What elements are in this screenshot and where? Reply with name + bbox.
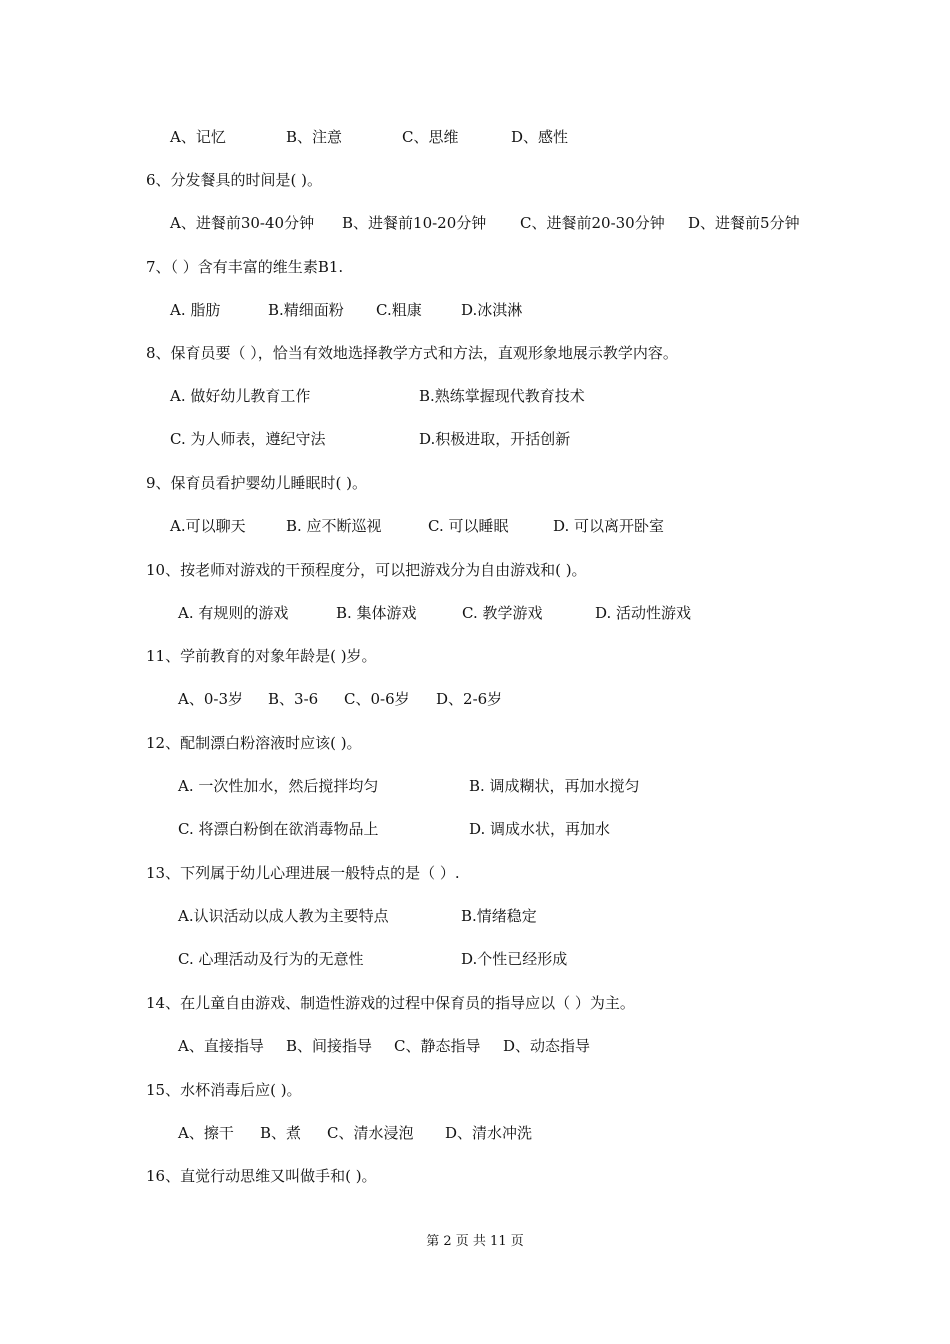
option-c: C、进餐前20-30分钟 xyxy=(520,214,665,232)
option-b: B、进餐前10-20分钟 xyxy=(342,214,487,232)
question-14: 14、在儿童自由游戏、制造性游戏的过程中保育员的指导应以（ ）为主。 xyxy=(146,994,635,1012)
option-a: A. 有规则的游戏 xyxy=(178,604,289,622)
page-footer: 第 2 页 共 11 页 xyxy=(426,1234,524,1249)
question-9: 9、保育员看护婴幼儿睡眠时( )。 xyxy=(146,474,368,492)
question-15: 15、水杯消毒后应( )。 xyxy=(146,1081,302,1099)
option-c: C.粗康 xyxy=(376,301,422,319)
option-c: C. 心理活动及行为的无意性 xyxy=(178,950,364,968)
question-6: 6、分发餐具的时间是( )。 xyxy=(146,171,323,189)
option-b: B、间接指导 xyxy=(286,1037,373,1055)
option-c: C、静态指导 xyxy=(394,1037,481,1055)
option-b: B.情绪稳定 xyxy=(461,907,537,925)
option-d: D.积极进取，开括创新 xyxy=(419,430,571,448)
option-a: A、记忆 xyxy=(170,128,226,146)
option-d: D.个性已经形成 xyxy=(461,950,568,968)
question-16: 16、直觉行动思维又叫做手和( )。 xyxy=(146,1167,377,1185)
option-a: A、擦干 xyxy=(178,1124,234,1142)
option-a: A. 做好幼儿教育工作 xyxy=(170,387,311,405)
option-a: A、直接指导 xyxy=(178,1037,264,1055)
question-7: 7、（ ）含有丰富的维生素B1. xyxy=(146,258,344,276)
option-d: D. 可以离开卧室 xyxy=(553,517,665,535)
option-b: B. 调成糊状，再加水搅匀 xyxy=(469,777,640,795)
option-d: D、感性 xyxy=(511,128,569,146)
question-12: 12、配制漂白粉溶液时应该( )。 xyxy=(146,734,362,752)
option-a: A.认识活动以成人教为主要特点 xyxy=(178,907,389,925)
option-d: D、进餐前5分钟 xyxy=(688,214,800,232)
option-b: B. 应不断巡视 xyxy=(286,517,382,535)
option-a: A.可以聊天 xyxy=(170,517,246,535)
question-8: 8、保育员要（ ），恰当有效地选择教学方式和方法，直观形象地展示教学内容。 xyxy=(146,344,678,362)
option-b: B.熟练掌握现代教育技术 xyxy=(419,387,585,405)
question-10: 10、按老师对游戏的干预程度分，可以把游戏分为自由游戏和( )。 xyxy=(146,561,587,579)
option-a: A. 一次性加水，然后搅拌均匀 xyxy=(178,777,379,795)
option-d: D、动态指导 xyxy=(503,1037,591,1055)
option-a: A、进餐前30-40分钟 xyxy=(170,214,315,232)
option-d: D. 调成水状，再加水 xyxy=(469,820,611,838)
option-a: A. 脂肪 xyxy=(170,301,221,319)
option-b: B、注意 xyxy=(286,128,343,146)
option-c: C、0-6岁 xyxy=(344,690,410,708)
option-b: B. 集体游戏 xyxy=(336,604,417,622)
option-c: C. 将漂白粉倒在欲消毒物品上 xyxy=(178,820,379,838)
option-c: C. 可以睡眠 xyxy=(428,517,509,535)
option-c: C、清水浸泡 xyxy=(327,1124,414,1142)
option-c: C. 为人师表，遵纪守法 xyxy=(170,430,326,448)
option-d: D、清水冲洗 xyxy=(445,1124,533,1142)
option-d: D. 活动性游戏 xyxy=(595,604,692,622)
question-11: 11、学前教育的对象年龄是( )岁。 xyxy=(146,647,377,665)
option-b: B.精细面粉 xyxy=(268,301,344,319)
option-d: D、2-6岁 xyxy=(436,690,503,708)
option-a: A、0-3岁 xyxy=(178,690,243,708)
option-d: D.冰淇淋 xyxy=(461,301,523,319)
question-13: 13、下列属于幼儿心理进展一般特点的是（ ）. xyxy=(146,864,460,882)
option-b: B、3-6 xyxy=(268,690,319,708)
option-c: C、思维 xyxy=(402,128,459,146)
option-b: B、煮 xyxy=(260,1124,302,1142)
option-c: C. 教学游戏 xyxy=(462,604,543,622)
